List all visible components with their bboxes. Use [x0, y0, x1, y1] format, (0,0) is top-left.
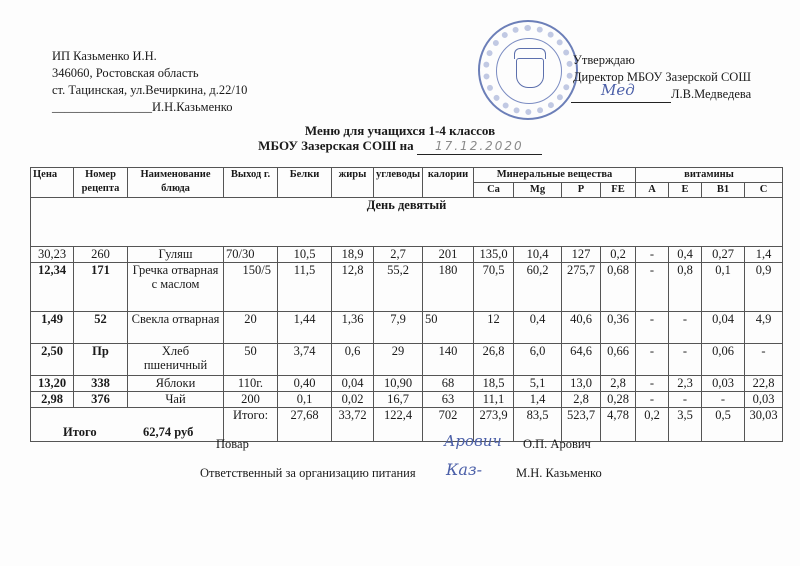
cell-calories: 50: [423, 312, 474, 344]
title-line2: [0, 138, 800, 155]
cell-carbs: 16,7: [374, 392, 423, 408]
cell-price: 13,20: [31, 376, 74, 392]
cell-price: 30,23: [31, 247, 74, 263]
cell-dish: Чай: [128, 392, 224, 408]
total-p: 523,7: [562, 408, 601, 442]
total-calories: 702: [423, 408, 474, 442]
cell-yield: 110г.: [224, 376, 278, 392]
total-b1: 0,5: [702, 408, 745, 442]
cook-role: Повар: [216, 437, 249, 451]
total-ca: 273,9: [474, 408, 514, 442]
col-b1: B1: [702, 183, 745, 198]
cook-name: О.П. Арович: [523, 437, 591, 451]
price-total-label: Итого: [63, 425, 97, 439]
col-a: A: [636, 183, 669, 198]
cell-a: -: [636, 263, 669, 312]
cell-price: 2,98: [31, 392, 74, 408]
cell-fats: 0,04: [332, 376, 374, 392]
cell-proteins: 10,5: [278, 247, 332, 263]
cell-p: 40,6: [562, 312, 601, 344]
col-mg: Mg: [514, 183, 562, 198]
cell-c: 0,9: [745, 263, 783, 312]
col-recipe: Номер рецепта: [74, 168, 128, 198]
col-price: Цена: [31, 168, 74, 198]
cell-e: -: [669, 392, 702, 408]
cell-recipe: 260: [74, 247, 128, 263]
org-postal: 346060, Ростовская область: [52, 66, 199, 80]
cell-c: -: [745, 344, 783, 376]
total-fats: 33,72: [332, 408, 374, 442]
cell-a: -: [636, 392, 669, 408]
cell-proteins: 0,40: [278, 376, 332, 392]
cell-mg: 10,4: [514, 247, 562, 263]
cell-calories: 180: [423, 263, 474, 312]
totals-label: Итого:: [224, 408, 278, 442]
cell-fe: 2,8: [601, 376, 636, 392]
col-fe: FE: [601, 183, 636, 198]
day-row: [31, 198, 783, 247]
organization-header: [52, 48, 247, 116]
cell-p: 2,8: [562, 392, 601, 408]
cell-mg: 1,4: [514, 392, 562, 408]
cell-carbs: 29: [374, 344, 423, 376]
cell-fe: 0,66: [601, 344, 636, 376]
cell-price: 12,34: [31, 263, 74, 312]
cell-proteins: 0,1: [278, 392, 332, 408]
price-total-cell: [31, 408, 224, 442]
cell-p: 13,0: [562, 376, 601, 392]
total-carbs: 122,4: [374, 408, 423, 442]
cell-proteins: 11,5: [278, 263, 332, 312]
cell-dish: Гуляш: [128, 247, 224, 263]
cell-e: 0,4: [669, 247, 702, 263]
day-label: День девятый: [31, 198, 783, 247]
cell-mg: 5,1: [514, 376, 562, 392]
cell-fe: 0,2: [601, 247, 636, 263]
director-signature-row: [571, 81, 752, 103]
cell-c: 0,03: [745, 392, 783, 408]
responsible-signature: Каз-: [446, 460, 483, 479]
cell-calories: 68: [423, 376, 474, 392]
cell-calories: 201: [423, 247, 474, 263]
cell-proteins: 3,74: [278, 344, 332, 376]
cell-c: 22,8: [745, 376, 783, 392]
approval-block: [573, 52, 751, 103]
cell-e: -: [669, 312, 702, 344]
cell-ca: 11,1: [474, 392, 514, 408]
cell-calories: 63: [423, 392, 474, 408]
org-signatory: [52, 99, 247, 116]
table-row: [31, 376, 783, 392]
total-fe: 4,78: [601, 408, 636, 442]
cell-recipe: 376: [74, 392, 128, 408]
title-line1: Меню для учащихся 1-4 классов: [304, 123, 496, 138]
cell-b1: 0,03: [702, 376, 745, 392]
cell-fe: 0,68: [601, 263, 636, 312]
col-calories: калории: [423, 168, 474, 198]
cell-b1: 0,04: [702, 312, 745, 344]
cell-recipe: 52: [74, 312, 128, 344]
cell-yield: 20: [224, 312, 278, 344]
cell-dish: Хлеб пшеничный: [128, 344, 224, 376]
cell-e: 0,8: [669, 263, 702, 312]
signature-line: ________________: [52, 100, 152, 114]
cell-fats: 0,6: [332, 344, 374, 376]
cell-yield: 200: [224, 392, 278, 408]
school-label: МБОУ Зазерская СОШ на: [258, 138, 414, 153]
cell-recipe: 338: [74, 376, 128, 392]
cell-fats: 0,02: [332, 392, 374, 408]
cell-p: 275,7: [562, 263, 601, 312]
cell-recipe: Пр: [74, 344, 128, 376]
cell-ca: 70,5: [474, 263, 514, 312]
cell-ca: 26,8: [474, 344, 514, 376]
cell-recipe: 171: [74, 263, 128, 312]
page-title: [0, 123, 800, 155]
cell-c: 4,9: [745, 312, 783, 344]
cell-p: 127: [562, 247, 601, 263]
total-e: 3,5: [669, 408, 702, 442]
col-proteins: Белки: [278, 168, 332, 198]
cell-fats: 12,8: [332, 263, 374, 312]
col-fats: жиры: [332, 168, 374, 198]
cell-yield: 150/5: [224, 263, 278, 312]
table-row: [31, 247, 783, 263]
responsible-role: Ответственный за организацию питания: [200, 466, 416, 480]
signature-line: [571, 81, 671, 103]
cell-ca: 12: [474, 312, 514, 344]
stamp-icon: [478, 20, 578, 120]
cook-signature: Арович: [444, 432, 502, 450]
menu-date: 17.12.2020: [417, 139, 542, 155]
cell-proteins: 1,44: [278, 312, 332, 344]
cell-yield: 50: [224, 344, 278, 376]
table-row: [31, 263, 783, 312]
cell-fe: 0,28: [601, 392, 636, 408]
cell-fe: 0,36: [601, 312, 636, 344]
org-address: ст. Тацинская, ул.Вечиркина, д.22/10: [52, 83, 248, 97]
col-e: E: [669, 183, 702, 198]
total-a: 0,2: [636, 408, 669, 442]
table-row: [31, 312, 783, 344]
cell-e: -: [669, 344, 702, 376]
director-position: Директор МБОУ Зазерской СОШ: [573, 70, 751, 84]
cell-fats: 1,36: [332, 312, 374, 344]
responsible-name: М.Н. Казьменко: [516, 466, 602, 480]
totals-row: [31, 408, 783, 442]
cell-mg: 6,0: [514, 344, 562, 376]
cell-p: 64,6: [562, 344, 601, 376]
col-group-minerals: Минеральные вещества: [474, 168, 636, 183]
cell-dish: Свекла отварная: [128, 312, 224, 344]
cell-a: -: [636, 344, 669, 376]
cell-carbs: 55,2: [374, 263, 423, 312]
cell-b1: 0,27: [702, 247, 745, 263]
col-c: C: [745, 183, 783, 198]
cell-a: -: [636, 312, 669, 344]
cell-calories: 140: [423, 344, 474, 376]
col-yield: Выход г.: [224, 168, 278, 198]
signatory-name: И.Н.Казьменко: [152, 100, 233, 114]
approve-label: Утверждаю: [573, 53, 635, 67]
cell-e: 2,3: [669, 376, 702, 392]
cell-price: 2,50: [31, 344, 74, 376]
cell-carbs: 7,9: [374, 312, 423, 344]
cell-ca: 18,5: [474, 376, 514, 392]
table-row: [31, 344, 783, 376]
org-name: ИП Казьменко И.Н.: [52, 49, 157, 63]
col-ca: Ca: [474, 183, 514, 198]
menu-table: [30, 167, 783, 442]
cell-carbs: 10,90: [374, 376, 423, 392]
cell-carbs: 2,7: [374, 247, 423, 263]
col-carbs: углеводы: [374, 168, 423, 198]
cell-fats: 18,9: [332, 247, 374, 263]
table-row: [31, 392, 783, 408]
cell-mg: 60,2: [514, 263, 562, 312]
cell-dish: Гречка отварная с маслом: [128, 263, 224, 312]
header-row-1: [31, 168, 783, 183]
col-p: P: [562, 183, 601, 198]
cell-ca: 135,0: [474, 247, 514, 263]
cell-b1: 0,1: [702, 263, 745, 312]
total-mg: 83,5: [514, 408, 562, 442]
total-c: 30,03: [745, 408, 783, 442]
cell-a: -: [636, 247, 669, 263]
cell-c: 1,4: [745, 247, 783, 263]
col-dish: Наименование блюда: [128, 168, 224, 198]
col-group-vitamins: витамины: [636, 168, 783, 183]
cell-dish: Яблоки: [128, 376, 224, 392]
director-signature: Мед: [601, 81, 635, 99]
price-total-value: 62,74 руб: [143, 425, 194, 439]
cell-yield: 70/30: [224, 247, 278, 263]
cell-b1: -: [702, 392, 745, 408]
cell-price: 1,49: [31, 312, 74, 344]
cell-mg: 0,4: [514, 312, 562, 344]
cell-b1: 0,06: [702, 344, 745, 376]
total-proteins: 27,68: [278, 408, 332, 442]
cell-a: -: [636, 376, 669, 392]
director-name: Л.В.Медведева: [671, 87, 752, 101]
coat-of-arms-icon: [516, 58, 544, 88]
